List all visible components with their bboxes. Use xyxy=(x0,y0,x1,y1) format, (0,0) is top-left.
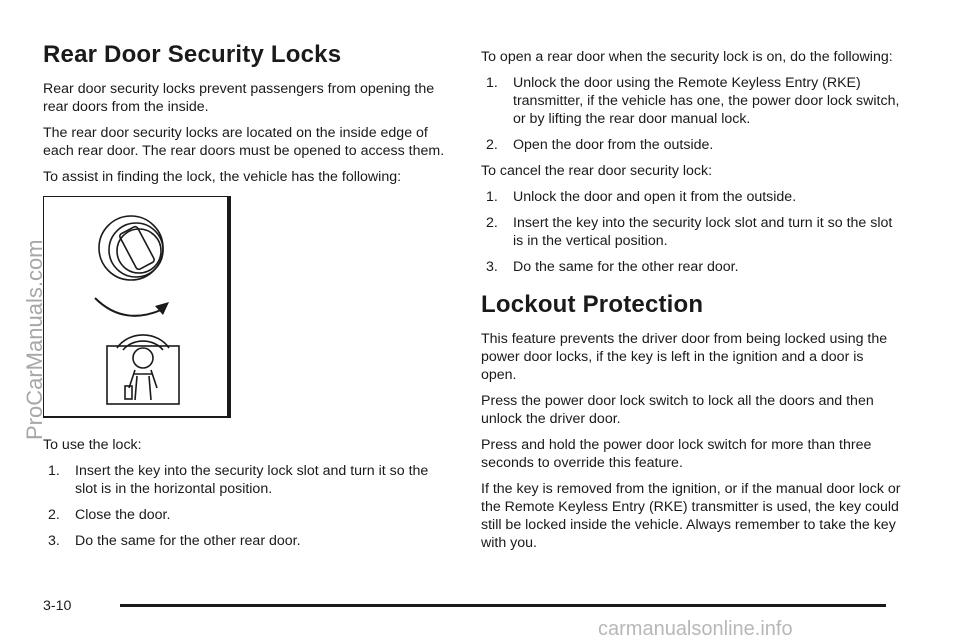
paragraph: The rear door security locks are located on the inside edge of each rear door. The rear doors must be opened to access them. xyxy=(43,125,445,159)
list-item xyxy=(481,188,901,206)
security-lock-illustration xyxy=(43,196,231,418)
step-number: 1. xyxy=(486,189,498,205)
list-item xyxy=(481,214,901,250)
step-text: Open the door from the outside. xyxy=(513,137,714,153)
open-steps-list xyxy=(481,74,901,154)
footer-rule xyxy=(120,604,886,607)
step-text: Close the door. xyxy=(75,507,171,523)
child-lock-icon xyxy=(107,335,179,404)
turn-arrow-icon xyxy=(95,298,161,316)
step-text: Do the same for the other rear door. xyxy=(75,533,301,549)
left-column xyxy=(43,40,453,558)
section-title-security-locks: Rear Door Security Locks xyxy=(43,41,342,68)
right-column xyxy=(481,48,901,560)
step-text: Insert the key into the security lock slot and turn it so the slot is in the horizontal position. xyxy=(75,463,429,497)
list-item xyxy=(43,532,453,550)
step-text: Do the same for the other rear door. xyxy=(513,259,739,275)
step-number: 1. xyxy=(486,75,498,91)
use-steps-list xyxy=(43,462,453,550)
paragraph: If the key is removed from the ignition, or if the manual door lock or the Remote Keyless Entry (RKE) transmitter is used, the key could still be locked inside the vehicle. Always remember to take the key with you. xyxy=(481,481,901,551)
list-item xyxy=(481,74,901,128)
paragraph: Press the power door lock switch to lock all the doors and then unlock the driver door. xyxy=(481,393,874,427)
list-item xyxy=(481,258,901,276)
paragraph: To cancel the rear door security lock: xyxy=(481,163,713,179)
step-text: Insert the key into the security lock slot and turn it so the slot is in the vertical position. xyxy=(513,215,893,249)
paragraph: To open a rear door when the security lock is on, do the following: xyxy=(481,49,893,65)
step-number: 2. xyxy=(48,507,60,523)
side-watermark: ProCarManuals.com xyxy=(22,239,47,440)
list-item xyxy=(43,506,453,524)
list-item xyxy=(481,136,901,154)
step-number: 3. xyxy=(486,259,498,275)
page-number: 3-10 xyxy=(43,598,72,614)
section-title-lockout-protection: Lockout Protection xyxy=(481,291,704,318)
lock-diagram-svg xyxy=(43,196,229,418)
list-item xyxy=(43,462,453,498)
step-number: 2. xyxy=(486,137,498,153)
paragraph: To assist in finding the lock, the vehicle has the following: xyxy=(43,169,402,185)
lock-slot-icon xyxy=(99,216,163,280)
step-number: 2. xyxy=(486,215,498,231)
bottom-watermark: carmanualsonline.info xyxy=(598,618,793,640)
paragraph: Rear door security locks prevent passengers from opening the rear doors from the inside. xyxy=(43,81,435,115)
arrowhead-icon xyxy=(155,302,169,315)
step-number: 1. xyxy=(48,463,60,479)
paragraph: To use the lock: xyxy=(43,437,142,453)
step-number: 3. xyxy=(48,533,60,549)
cancel-steps-list xyxy=(481,188,901,276)
step-text: Unlock the door and open it from the outside. xyxy=(513,189,797,205)
step-text: Unlock the door using the Remote Keyless Entry (RKE) transmitter, if the vehicle has one, the power door lock switch, or by lifting the rear door manual lock. xyxy=(513,75,900,127)
paragraph: This feature prevents the driver door from being locked using the power door locks, if the key is left in the ignition and a door is open. xyxy=(481,331,888,383)
paragraph: Press and hold the power door lock switch for more than three seconds to override this feature. xyxy=(481,437,872,471)
